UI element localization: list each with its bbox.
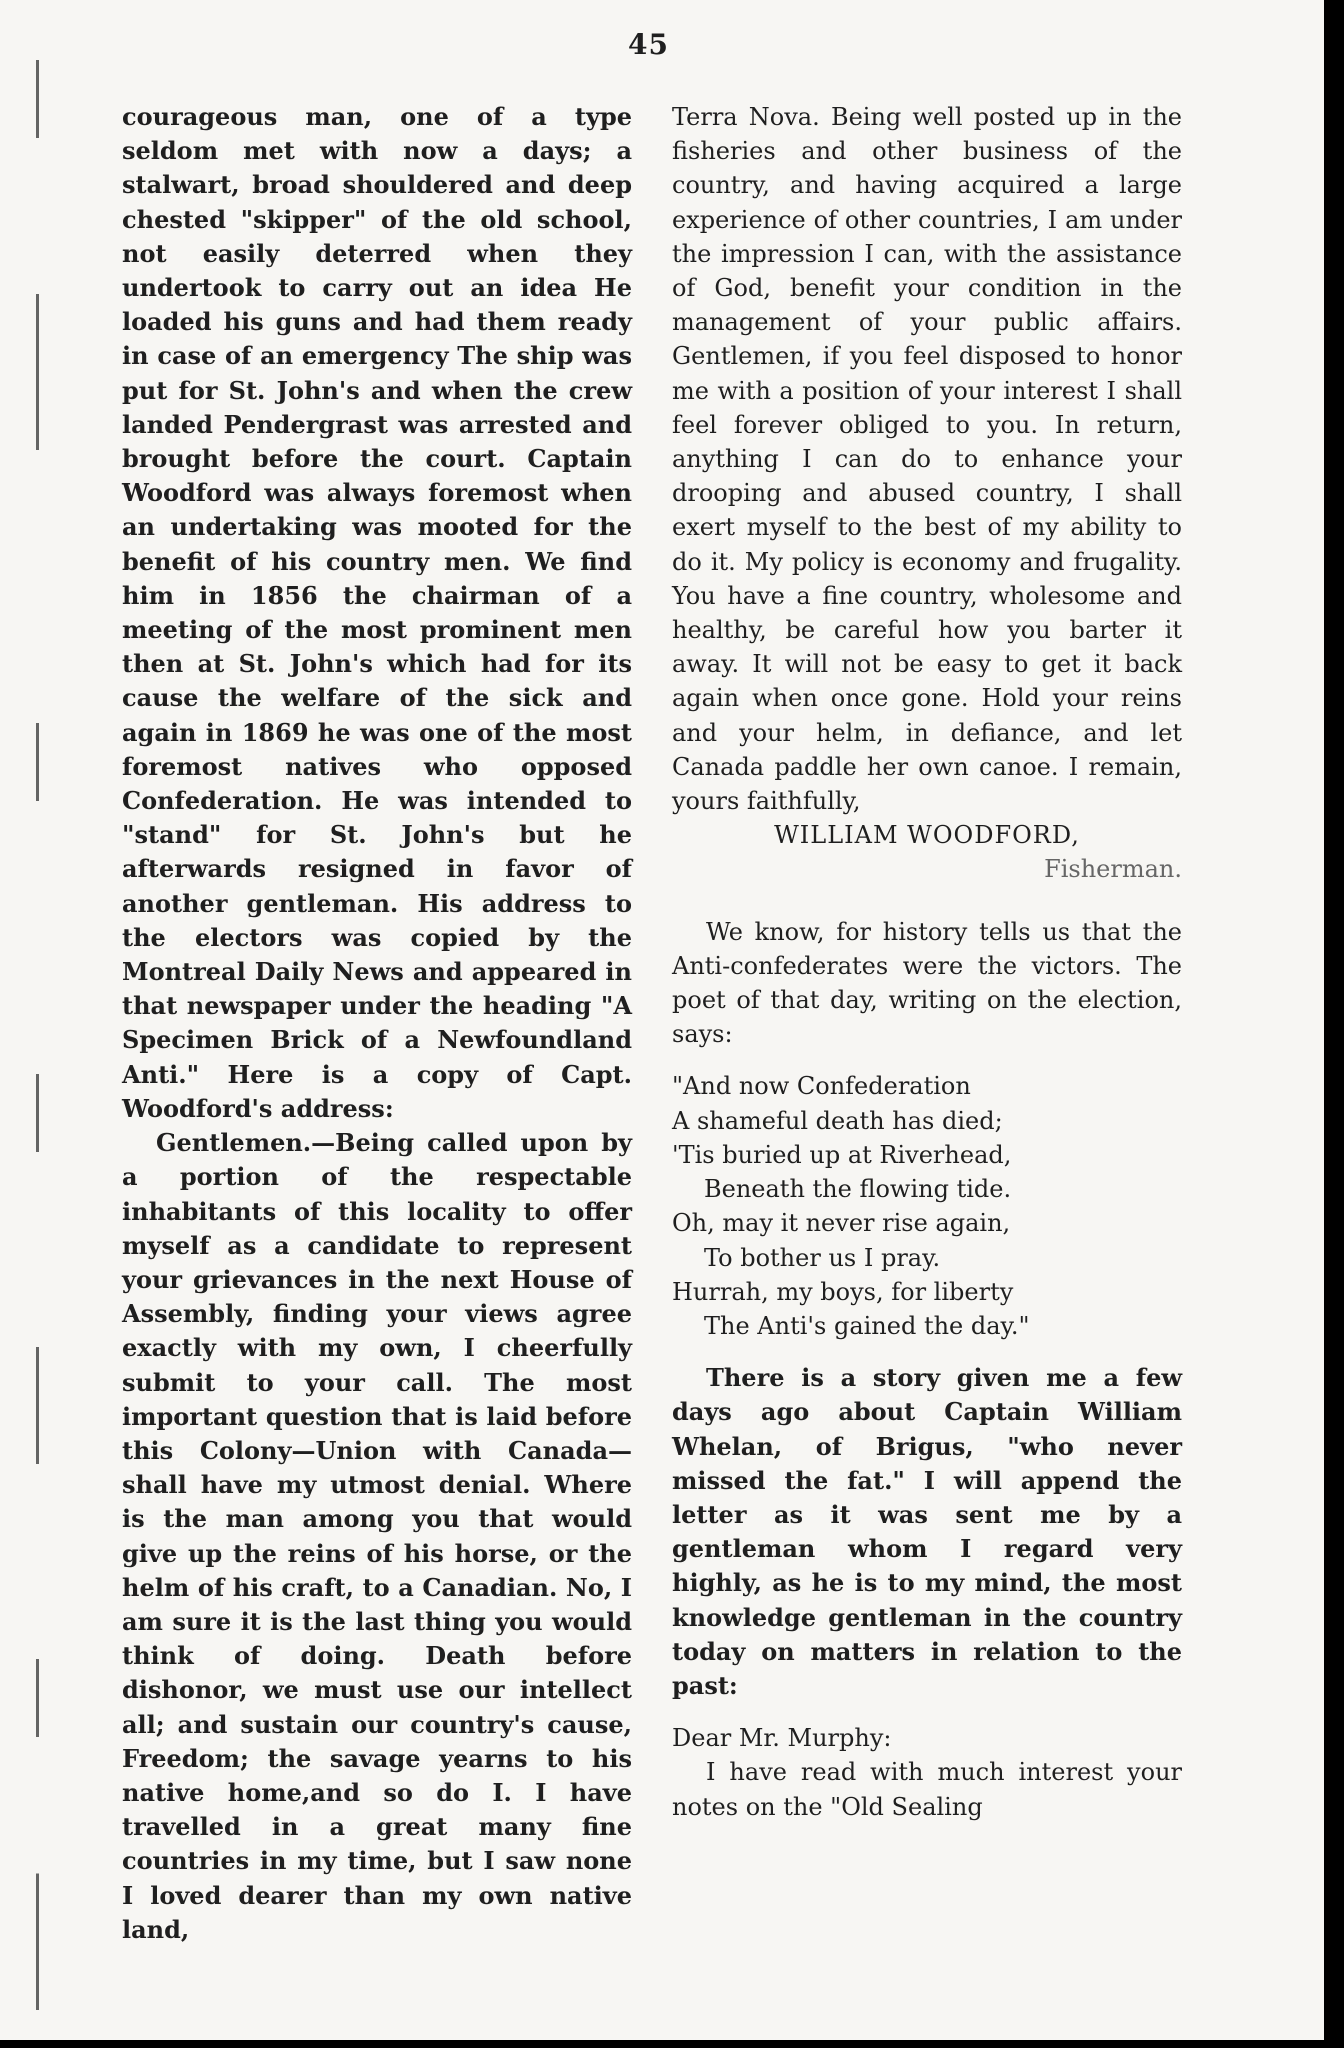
signature-title: Fisherman. [1044,855,1182,884]
signature-name: WILLIAM WOODFORD, [774,821,1080,850]
page-number: 45 [628,28,669,61]
salutation: Dear Mr. Murphy: [672,1724,892,1753]
poem-line: Oh, may it never rise again, [672,1209,1011,1238]
left-column [122,100,632,1947]
poem-line: Hurrah, my boys, for liberty [672,1277,1014,1306]
poem-line: To bother us I pray. [704,1243,941,1272]
right-paragraph-3: There is a story given me a few days ago about Captain William Whelan, of Brigus, "who never missed the fat." I will append the letter as it was sent me by a gentleman whom I regard very highly, as he is to my mind, the most knowledge gentleman in the country today on matters in relation to the past: [672,1363,1182,1700]
poem-line: 'Tis buried up at Riverhead, [672,1140,1012,1169]
left-paragraph-1: courageous man, one of a type seldom met with now a days; a stalwart, broad shouldered and deep chested "skipper" of the old school, not easily deterred when they undertook to carry out an idea He loaded his guns and had them ready in case of an emergency The ship was put for St. John's and when the crew landed Pendergrast was arrested and brought before the court. Captain Woodford was always foremost when an undertaking was mooted for the benefit of his country men. We find him in 1856 the chairman of a meeting of the most prominent men then at St. John's which had for its cause the welfare of the sick and again in 1869 he was one of the most foremost natives who opposed Confederation. He was intended to "stand" for St. John's but he afterwards resigned in favor of another gentleman. His address to the electors was copied by the Montreal Daily News and appeared in that newspaper under the heading "A Specimen Brick of a Newfoundland Anti." Here is a copy of Capt. Woodford's address: [122,102,632,1123]
poem-line: The Anti's gained the day." [704,1311,1030,1340]
scan-margin-mark [36,60,39,2010]
right-column [672,100,1182,1824]
election-poem [672,1069,1182,1343]
right-paragraph-1: Terra Nova. Being well posted up in the fisheries and other business of the country, and having acquired a large experience of other countries, I am under the impression I can, with the assistance of God, benefit your condition in the management of your public affairs. Gentlemen, if you feel disposed to honor me with a position of your interest I shall feel forever obliged to you. In return, anything I can do to enhance your drooping and abused country, I shall exert myself to the best of my ability to do it. My policy is economy and frugality. You have a fine country, wholesome and healthy, be careful how you barter it away. It will not be easy to get it back again when once gone. Hold your reins and your helm, in defiance, and let Canada paddle her own canoe. I remain, yours faithfully, [672,103,1182,816]
poem-line: A shameful death has died; [672,1106,1003,1135]
poem-line: Beneath the flowing tide. [704,1175,1012,1204]
right-paragraph-4: I have read with much interest your notes on the "Old Sealing [672,1758,1182,1821]
poem-line: "And now Confederation [672,1072,971,1101]
right-paragraph-2: We know, for history tells us that the Anti-confederates were the victors. The poet of that day, writing on the election, says: [672,917,1182,1049]
left-paragraph-2: Gentlemen.—Being called upon by a portion of the respectable inhabitants of this locality to offer myself as a candidate to represent your grievances in the next House of Assembly, finding your views agree exactly with my own, I cheerfully submit to your call. The most important question that is laid before this Colony—Union with Canada—shall have my utmost denial. Where is the man among you that would give up the reins of his horse, or the helm of his craft, to a Canadian. No, I am sure it is the last thing you would think of doing. Death before dishonor, we must use our intellect all; and sustain our country's cause, Freedom; the savage yearns to his native home,and so do I. I have travelled in a great many fine countries in my time, but I saw none I loved dearer than my own native land, [122,1128,632,1944]
